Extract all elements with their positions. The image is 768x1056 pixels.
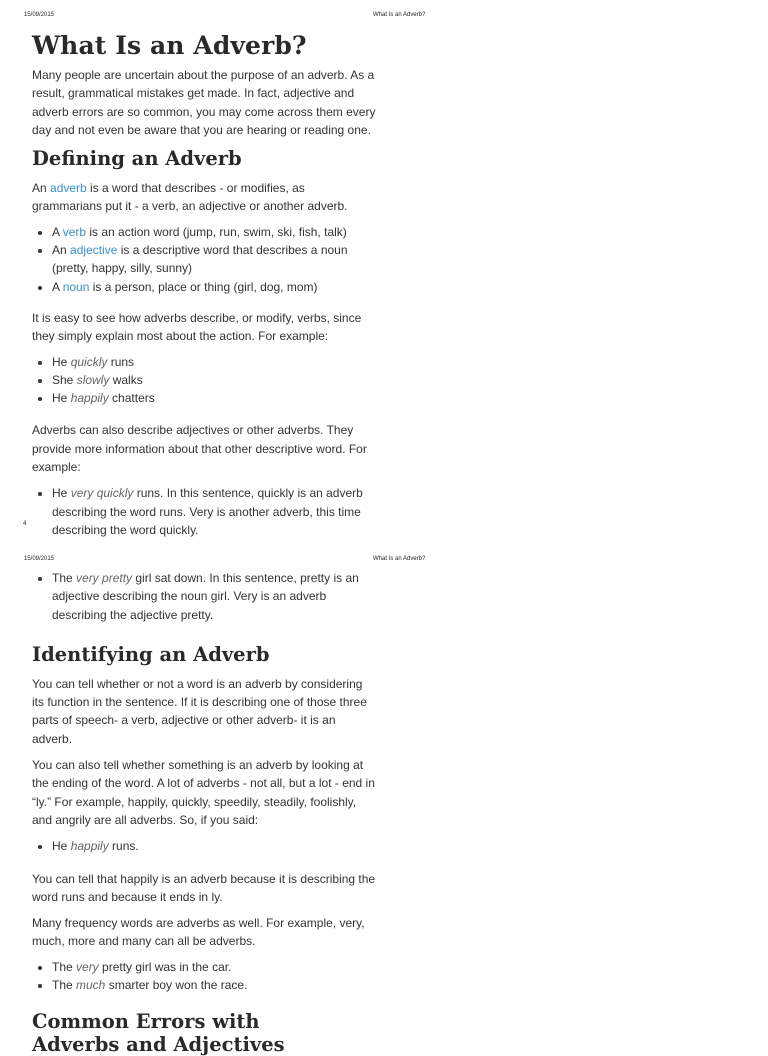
function-paragraph: You can tell whether or not a word is an adverb by considering its function in the sentence. If it is describing one of those three parts of speech- a verb, adjective or other adverb- it is an adverb. [32,676,367,746]
page-number: 4 [23,521,27,527]
page1-content [32,31,377,539]
page-title: What Is an Adverb? [32,31,307,60]
print-date: 15/09/2015 [24,12,55,18]
list-item: • The much smarter boy won the race. [52,976,377,994]
list-item: • A noun is a person, place or thing (girl, dog, mom) [52,278,377,296]
print-date: 15/09/2015 [24,556,55,562]
list-item: • An adjective is a descriptive word that describes a noun (pretty, happy, silly, sunny) [52,241,377,278]
heading-identifying-adverb: Identifying an Adverb [32,642,270,666]
list-item: • He happily runs. [52,837,377,855]
happily-example-list [32,837,377,855]
list-item: • A verb is an action word (jump, run, swim, ski, fish, talk) [52,223,377,241]
list-item: • The very pretty girl was in the car. [52,958,377,976]
print-page-title: What Is an Adverb? [373,556,426,562]
defining-paragraph: An adverb is a word that describes - or modifies, as grammarians put it - a verb, an adjective or another adverb. [32,181,348,214]
verb-examples-list [32,353,377,408]
frequency-examples-list [32,958,377,995]
happily-explanation-paragraph: You can tell that happily is an adverb because it is describing the word runs and because it ends in ly. [32,871,376,904]
list-item: • The very pretty girl sat down. In this sentence, pretty is an adjective describing the noun girl. Very is an adverb describing the adjective pretty. [52,569,377,624]
list-item: • She slowly walks [52,371,377,389]
heading-defining-adverb: Defining an Adverb [32,147,242,171]
adverb-examples-list [32,484,377,539]
parts-of-speech-list [32,223,377,296]
page2-content [32,569,377,1056]
list-item: • He very quickly runs. In this sentence, quickly is an adverb describing the word runs. Very is another adverb, this time describing the word quickly. [52,484,377,539]
print-page-title: What Is an Adverb? [373,12,426,18]
list-item: • He quickly runs [52,353,377,371]
verbs-paragraph: It is easy to see how adverbs describe, or modify, verbs, since they simply explain most about the action. For example: [32,310,362,344]
adverb-link[interactable]: adverb [50,181,87,196]
list-item: • He happily chatters [52,389,377,407]
noun-link[interactable]: noun [62,279,90,294]
intro-paragraph: Many people are uncertain about the purpose of an adverb. As a result, grammatical mistakes get made. In fact, adjective and adverb errors are so common, you may come across them every day and not even be aware that you are hearing or reading one. [32,68,376,137]
adjective-link[interactable]: adjective [70,243,118,258]
heading-common-errors: Common Errors with Adverbs and Adjectives [32,1010,285,1056]
frequency-paragraph: Many frequency words are adverbs as well. For example, very, much, more and many can all be adverbs. [32,916,365,949]
ending-paragraph: You can also tell whether something is an adverb by looking at the ending of the word. A lot of adverbs - not all, but a lot - end in “ly.” For example, happily, quickly, speedily, steadily, foolishly, and angrily are all adverbs. So, if you said: [32,758,375,827]
verb-link[interactable]: verb [62,224,87,239]
adjectives-paragraph: Adverbs can also describe adjectives or other adverbs. They provide more information about that other descriptive word. For example: [32,423,367,475]
adjective-example-list [32,569,377,624]
